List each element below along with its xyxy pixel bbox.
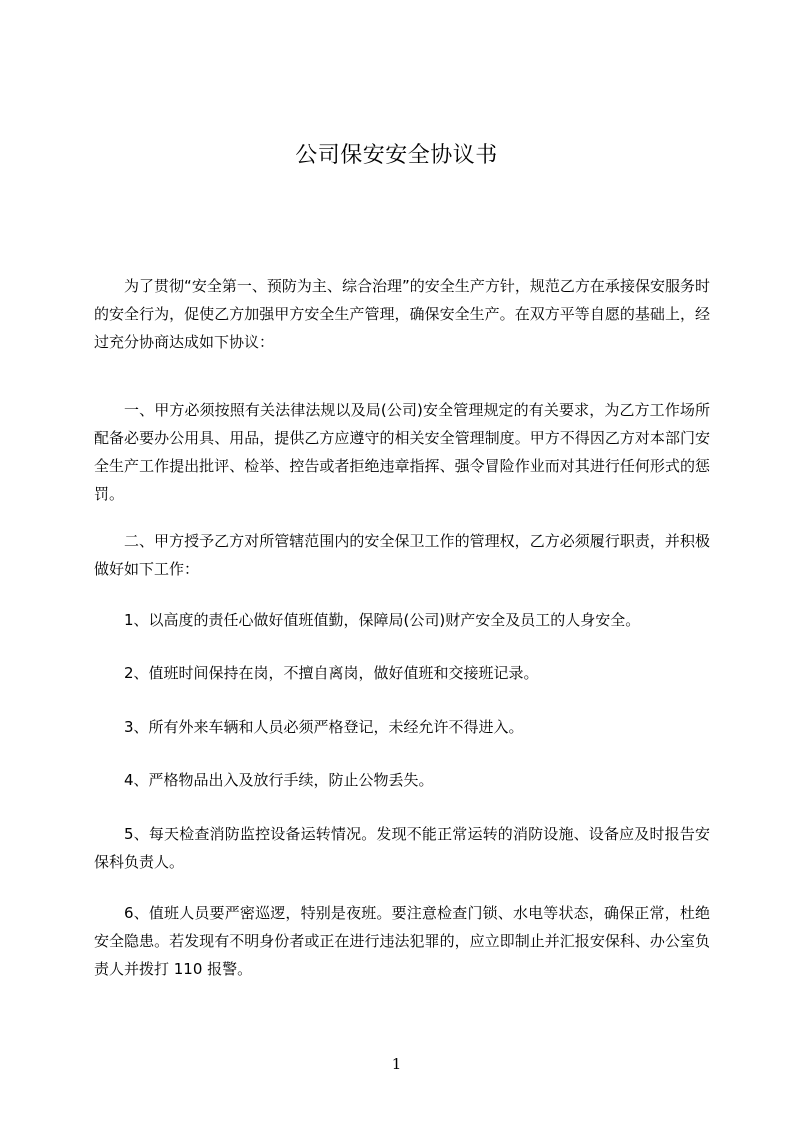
paragraph-clause-1: 一、甲方必须按照有关法律法规以及局(公司)安全管理规定的有关要求，为乙方工作场所配备必要办公用具、用品，提供乙方应遵守的相关安全管理制度。甲方不得因乙方对本部门安全生产工作提出批评、检举、控告或者拒绝违章指挥、强令冒险作业而对其进行任何形式的惩罚。 [94,401,710,503]
paragraph-preamble: 为了贯彻“安全第一、预防为主、综合治理”的安全生产方针，规范乙方在承接保安服务时的安全行为，促使乙方加强甲方安全生产管理，确保安全生产。在双方平等自愿的基础上，经过充分协商达成如下协议： [94,277,710,351]
paragraph-item-5: 5、每天检查消防监控设备运转情况。发现不能正常运转的消防设施、设备应及时报告安保科负责人。 [94,825,710,871]
paragraph-item-3: 3、所有外来车辆和人员必须严格登记，未经允许不得进入。 [124,718,524,736]
paragraph-clause-2: 二、甲方授予乙方对所管辖范围内的安全保卫工作的管理权，乙方必须履行职责，并积极做好如下工作： [94,532,710,578]
paragraph-item-2: 2、值班时间保持在岗，不擅自离岗，做好值班和交接班记录。 [124,664,539,682]
page-number: 1 [391,1055,402,1073]
paragraph-item-6: 6、值班人员要严密巡逻，特别是夜班。要注意检查门锁、水电等状态，确保正常，杜绝安全隐患。若发现有不明身份者或正在进行违法犯罪的，应立即制止并汇报安保科、办公室负责人并拨打 110 报警。 [94,904,710,978]
paragraph-item-4: 4、严格物品出入及放行手续，防止公物丢失。 [124,771,434,789]
document-title: 公司保安安全协议书 [295,143,498,168]
paragraph-item-1: 1、以高度的责任心做好值班值勤，保障局(公司)财产安全及员工的人身安全。 [124,611,641,629]
